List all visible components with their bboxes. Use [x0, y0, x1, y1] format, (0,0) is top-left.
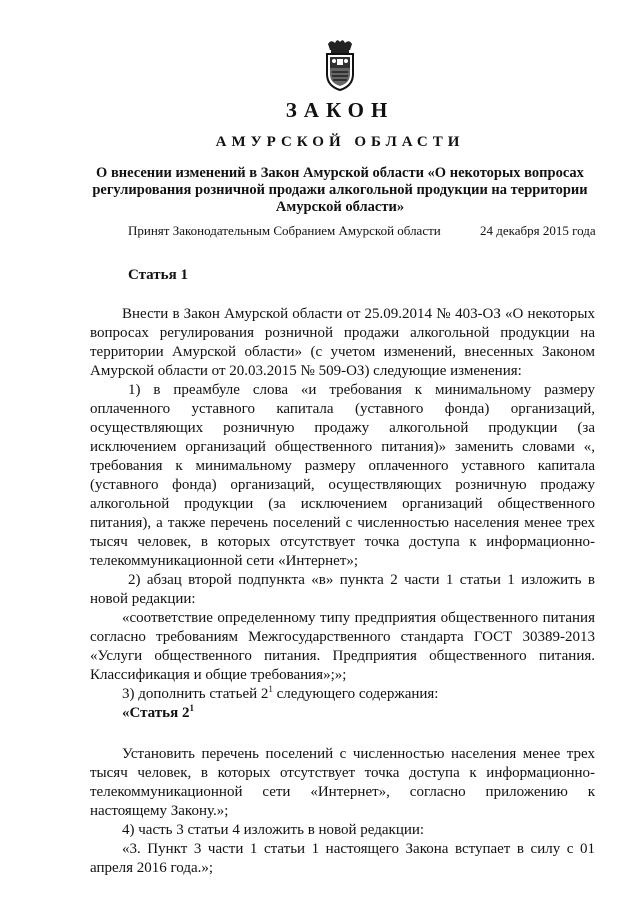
- amendment-item-4: 4) часть 3 статьи 4 изложить в новой редакции:: [122, 822, 425, 838]
- amendment-item-2: 2) абзац второй подпункта «в» пункта 2 части 1 статьи 1 изложить в новой редакции:: [90, 572, 595, 607]
- amendment-item-4-quote: «3. Пункт 3 части 1 статьи 1 настоящего Закона вступает в силу с 01 апреля 2016 года.»;: [90, 841, 595, 876]
- amendment-item-3: [90, 685, 595, 704]
- superscript: 1: [268, 684, 273, 694]
- region-title: АМУРСКОЙ ОБЛАСТИ: [215, 134, 465, 150]
- article-body: [90, 305, 595, 878]
- coat-of-arms-icon: [322, 38, 358, 92]
- document-type-title: ЗАКОН: [285, 98, 395, 122]
- amendment-item-3-tail: следующего содержания:: [272, 686, 439, 702]
- adopted-by: Принят Законодательным Собранием Амурской области: [128, 223, 441, 238]
- amendment-item-2-quote: «соответствие определенному типу предприятия общественного питания согласно требованиям Межгосударственного стандарта ГОСТ 30389-2013 «Услуги общественного питания. Предприятия общественного питания. Классификация и общие требования»;»;: [90, 610, 595, 683]
- article-intro: Внести в Закон Амурской области от 25.09.2014 № 403-ОЗ «О некоторых вопросах регулирования розничной продажи алкогольной продукции на территории Амурской области» (с учетом изменений, внесенных Законом Амурской области от 20.03.2015 № 509-ОЗ) следующие изменения:: [90, 306, 595, 379]
- superscript: 1: [189, 703, 194, 713]
- new-article-text: Установить перечень поселений с численностью населения менее трех тысяч человек, в которых отсутствует точка доступа к информационно-телекоммуникационной сети «Интернет», согласно приложению к настоящему Закону.»;: [90, 746, 595, 819]
- adopted-date: 24 декабря 2015 года: [480, 223, 596, 238]
- law-subject: О внесении изменений в Закон Амурской области «О некоторых вопросах регулирования розничной продажи алкогольной продукции на территории Амурской области»: [92, 165, 588, 215]
- amendment-item-1: 1) в преамбуле слова «и требования к минимальному размеру оплаченного уставного капитала (уставного фонда) организаций, осуществляющих розничную продажу алкогольной продукции (за исключением организаций общественного питания)» заменить словами «, требования к минимальному размеру оплаченного уставного капитала (уставного фонда) организаций, осуществляющих розничную продажу алкогольной продукции (за исключением организаций общественного питания), а также перечень поселений с численностью населения менее трех тысяч человек, в которых отсутствует точка доступа к информационно-телекоммуникационной сети «Интернет»;: [90, 382, 595, 569]
- new-article-heading: [90, 704, 595, 723]
- new-article-heading-text: «Статья 2: [122, 705, 190, 721]
- article-heading: Статья 1: [128, 267, 188, 283]
- amendment-item-3-text: 3) дополнить статьей 2: [122, 686, 269, 702]
